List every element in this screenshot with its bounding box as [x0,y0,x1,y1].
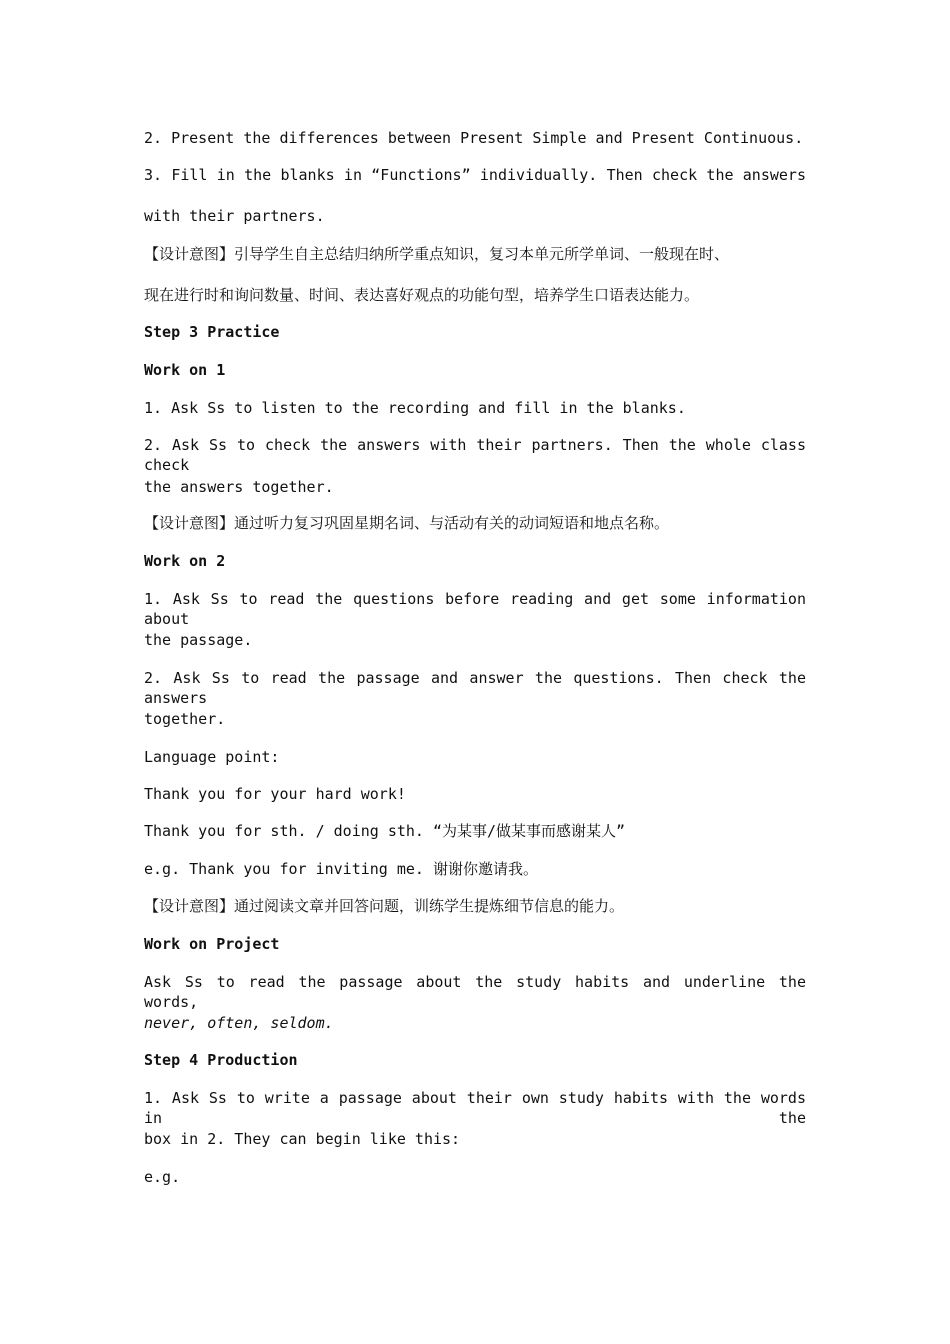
text-line: the answers together. [144,478,334,496]
design-intent-text: 现在进行时和询问数量、时间、表达喜好观点的功能句型，培养学生口语表达能力。 [144,286,700,304]
text-line: Thank you for sth. / doing sth. “为某事/做某事而感谢某人” [144,822,626,840]
subsection-heading: Work on 1 [144,361,226,379]
text-line: Ask Ss to read the passage about the study habits and underline the words, [144,973,806,1011]
design-intent-text: 【设计意图】通过阅读文章并回答问题，训练学生提炼细节信息的能力。 [144,897,625,915]
text-line: box in 2. They can begin like this: [144,1130,461,1148]
text-line: with their partners. [144,207,325,225]
text-line: 2. Ask Ss to check the answers with their partners. Then the whole class check [144,436,806,474]
subsection-heading: Work on 2 [144,552,226,570]
text-line: 3. Fill in the blanks in “Functions” individually. Then check the answers [144,166,806,184]
text-line: 1. Ask Ss to listen to the recording and fill in the blanks. [144,399,686,417]
section-heading: Step 3 Practice [144,323,280,341]
section-heading: Step 4 Production [144,1051,298,1069]
design-intent-text: 【设计意图】引导学生自主总结归纳所学重点知识，复习本单元所学单词、一般现在时、 [144,245,730,263]
text-line: e.g. Thank you for inviting me. 谢谢你邀请我。 [144,860,538,878]
text-line: Thank you for your hard work! [144,785,406,803]
text-line: e.g. [144,1168,181,1186]
text-line: 2. Present the differences between Present Simple and Present Continuous. [144,129,804,147]
text-line: never, often, seldom. [144,1014,334,1032]
text-line: 1. Ask Ss to write a passage about their own study habits with the words in the [144,1089,806,1127]
design-intent-text: 【设计意图】通过听力复习巩固星期名词、与活动有关的动词短语和地点名称。 [144,514,670,532]
text-line: Language point: [144,748,280,766]
subsection-heading: Work on Project [144,935,280,953]
text-line: 2. Ask Ss to read the passage and answer the questions. Then check the answers [144,669,806,707]
text-line: the passage. [144,631,253,649]
text-line: together. [144,710,226,728]
text-line: 1. Ask Ss to read the questions before reading and get some information about [144,590,806,628]
